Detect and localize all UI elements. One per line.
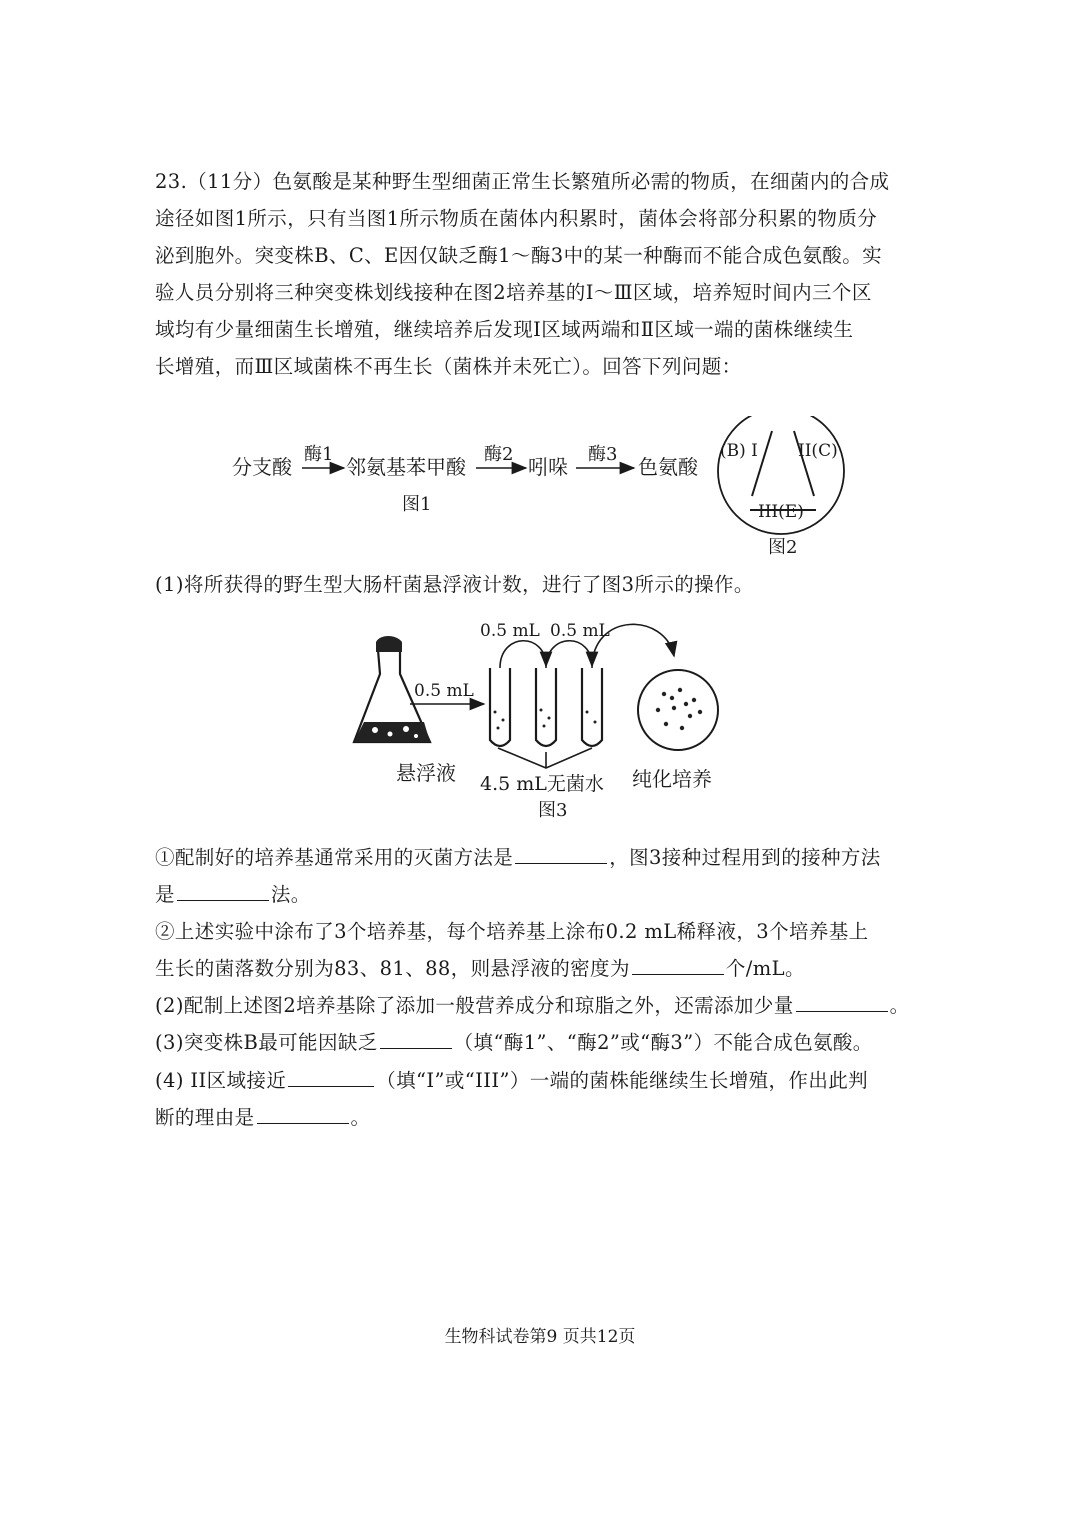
answer-blank-1[interactable] [515,841,607,864]
test-tube-3 [582,668,602,746]
q1-2-text-b: 个/mL。 [725,957,805,980]
q1-1-line-1 [155,839,881,876]
q2-text-b: 。 [889,994,910,1017]
q1-2-text-a: 生长的菌落数分别为83、81、88，则悬浮液的密度为 [155,957,630,980]
answer-blank-6[interactable] [288,1064,374,1087]
fig1-product-2: 吲哚 [528,455,568,479]
answer-blank-7[interactable] [257,1101,349,1124]
q4-text-d: 。 [350,1106,371,1129]
fig3-transfer-third: 0.5 mL [550,621,610,641]
answer-blank-5[interactable] [380,1026,452,1049]
q2-text-a: (2)配制上述图2培养基除了添加一般营养成分和琼脂之外，还需添加少量 [155,994,794,1017]
fig1-enzyme-1: 酶1 [304,444,334,465]
fig1-substrate: 分支酸 [232,455,292,479]
q2-line [155,987,910,1024]
stem-line: 长增殖，而Ⅲ区域菌株不再生长（菌株并未死亡）。回答下列问题： [155,355,742,378]
q4-text-b: （填“I”或“III”）一端的菌株能继续生长增殖，作出此判 [376,1069,869,1092]
q1-1-text-a: ①配制好的培养基通常采用的灭菌方法是 [155,846,514,869]
figure-3-dilution [350,612,730,822]
answer-blank-3[interactable] [632,952,724,975]
q1-2-line-1: ②上述实验中涂布了3个培养基，每个培养基上涂布0.2 mL稀释液，3个培养基上 [155,920,869,943]
test-tube-1 [490,668,510,746]
q1-1-text-d: 法。 [270,883,311,906]
test-tube-2 [536,668,556,746]
fig3-plate-label: 纯化培养 [632,767,712,791]
q3-text-a: (3)突变株B最可能因缺乏 [155,1031,378,1054]
stem-line: 23.（11分）色氨酸是某种野生型细菌正常生长繁殖所必需的物质，在细菌内的合成 [155,170,890,193]
fig3-transfer-first: 0.5 mL [414,681,474,701]
fig3-arc-1 [500,641,546,668]
fig1-caption: 图1 [402,494,432,515]
fig3-flask-label: 悬浮液 [396,761,456,785]
fig2-label-right: II(C) [798,441,838,461]
fig3-water-lines [498,748,592,768]
fig3-arc-2 [546,641,592,668]
q1-1-text-b: ，图3接种过程用到的接种方法 [609,846,881,869]
q3-text-b: （填“酶1”、“酶2”或“酶3”）不能合成色氨酸。 [453,1031,873,1054]
petri-dish-icon [638,670,718,750]
figure-2-plate [710,416,860,566]
fig2-label-left: (B) I [720,441,758,461]
stem-line: 途径如图1所示，只有当图1所示物质在菌体内积累时，菌体会将部分积累的物质分 [155,207,878,230]
fig1-product-3: 色氨酸 [638,455,698,479]
stem-line: 验人员分别将三种突变株划线接种在图2培养基的Ⅰ～Ⅲ区域，培养短时间内三个区 [155,281,872,304]
fig1-enzyme-3: 酶3 [588,444,618,465]
answer-blank-4[interactable] [796,989,888,1012]
q4-text-a: (4) II区域接近 [155,1069,287,1092]
q4-text-c: 断的理由是 [155,1106,255,1129]
fig3-water-label: 4.5 mL无菌水 [480,773,604,795]
q4-line-1 [155,1062,868,1099]
fig3-transfer-second: 0.5 mL [480,621,540,641]
fig2-caption: 图2 [768,537,798,558]
answer-blank-2[interactable] [177,878,269,901]
fig1-product-1: 邻氨基苯甲酸 [346,455,466,479]
fig1-enzyme-2: 酶2 [484,444,514,465]
q1-1-text-c: 是 [155,883,175,906]
figure-1-pathway [220,430,720,520]
q1-2-line-2 [155,950,805,987]
fig2-label-bottom: III(E) [758,502,804,522]
stem-line: 域均有少量细菌生长增殖，继续培养后发现Ⅰ区域两端和Ⅱ区域一端的菌株继续生 [155,318,854,341]
q1-1-line-2 [155,876,311,913]
question-stem [155,163,930,385]
page-footer: 生物科试卷第9 页共12页 [444,1327,636,1347]
q1-text: (1)将所获得的野生型大肠杆菌悬浮液计数，进行了图3所示的操作。 [155,573,754,596]
q4-line-2 [155,1099,370,1136]
fig3-caption: 图3 [538,800,568,821]
stem-line: 泌到胞外。突变株B、C、E因仅缺乏酶1～酶3中的某一种酶而不能合成色氨酸。实 [155,244,882,267]
q3-line [155,1024,873,1061]
